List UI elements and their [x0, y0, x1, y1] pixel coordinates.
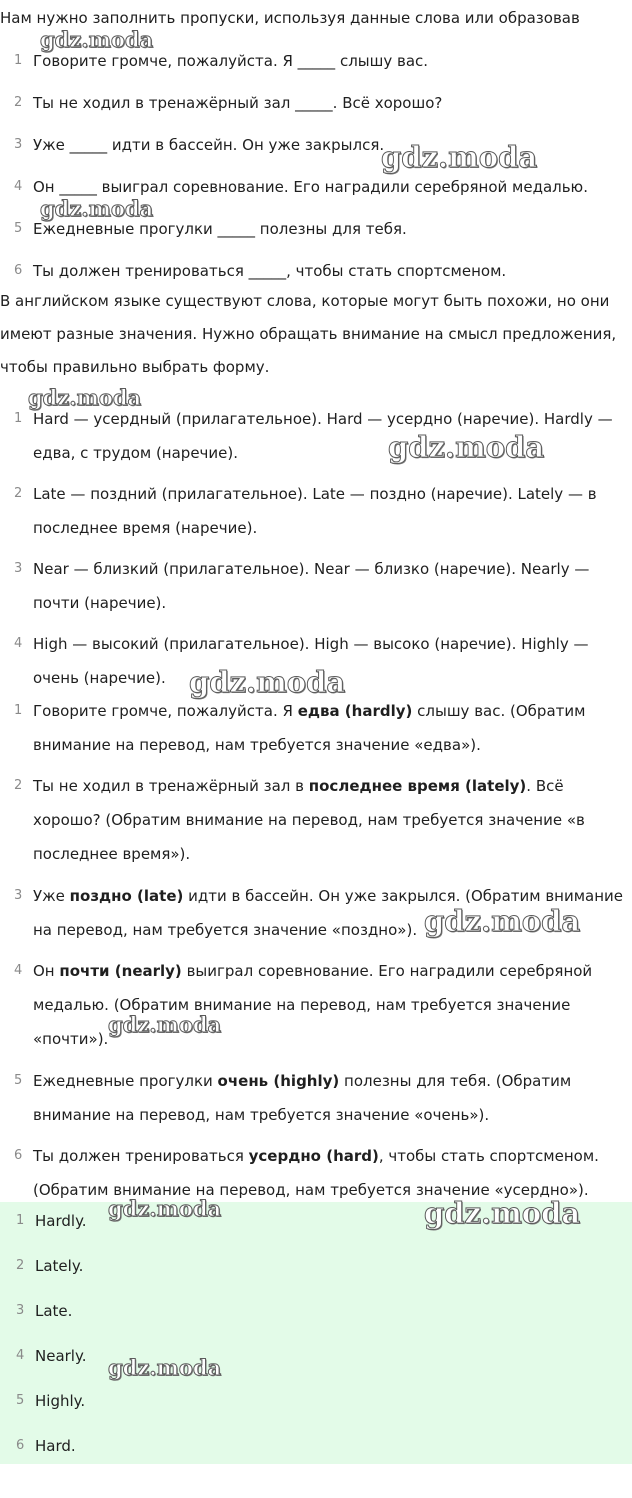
answer-text: Late.: [35, 1302, 73, 1320]
list-item: [0, 170, 632, 212]
item-number: 2: [14, 95, 23, 110]
list-item: [0, 954, 632, 1064]
answer-highlight: последнее время (lately): [308, 777, 527, 795]
watermark: gdz.moda: [28, 385, 142, 410]
watermark: gdz.moda: [40, 196, 154, 221]
item-text-before: Ежедневные прогулки: [33, 1072, 218, 1090]
list-item: [0, 1427, 632, 1472]
list-item: [0, 552, 632, 627]
word-meanings-list: [0, 402, 632, 702]
item-number: 6: [14, 263, 23, 278]
answer-highlight: почти (nearly): [59, 962, 182, 980]
item-number: 2: [16, 1258, 25, 1273]
answer-highlight: поздно (late): [69, 887, 184, 905]
watermark: gdz.moda: [108, 1355, 222, 1380]
item-number: 4: [16, 1348, 25, 1363]
watermark: gdz.moda: [108, 1196, 222, 1221]
item-text: Hard — усердный (прилагательное). Hard — усердно (наречие). Hardly — едва, с трудом (наречие).: [33, 410, 613, 462]
item-number: 2: [14, 486, 23, 501]
intro-text: Нам нужно заполнить пропуски, используя данные слова или образовав: [0, 9, 580, 27]
item-text-before: Он: [33, 962, 60, 980]
watermark: gdz.moda: [424, 1196, 581, 1230]
item-number: 3: [16, 1303, 25, 1318]
item-text: High — высокий (прилагательное). High — высоко (наречие). Highly — очень (наречие).: [33, 635, 589, 687]
answer-text: Highly.: [35, 1392, 86, 1410]
answers-box: [0, 1202, 632, 1464]
list-item: [0, 1337, 632, 1382]
item-number: 5: [14, 1073, 23, 1088]
solutions-list: [0, 694, 632, 1214]
answer-text: Nearly.: [35, 1347, 87, 1365]
list-item: [0, 627, 632, 702]
item-text-before: Ты должен тренироваться: [33, 1147, 249, 1165]
answer-text: Hardly.: [35, 1212, 87, 1230]
item-text: Late — поздний (прилагательное). Late — поздно (наречие). Lately — в последнее время (наречие).: [33, 485, 597, 537]
item-text: Уже _____ идти в бассейн. Он уже закрылся.: [33, 136, 385, 154]
answer-highlight: очень (highly): [217, 1072, 340, 1090]
watermark: gdz.moda: [424, 904, 581, 938]
item-number: 1: [14, 703, 23, 718]
item-text: Ежедневные прогулки _____ полезны для тебя.: [33, 220, 407, 238]
item-number: 2: [14, 778, 23, 793]
item-number: 6: [14, 1148, 23, 1163]
item-number: 5: [14, 221, 23, 236]
explanation-text: В английском языке существуют слова, которые могут быть похожи, но они имеют разные значения. Нужно обращать внимание на смысл предложения, чтобы правильно выбрать форму.: [0, 292, 617, 376]
item-text: Говорите громче, пожалуйста. Я _____ слышу вас.: [33, 52, 429, 70]
list-item: [0, 212, 632, 254]
exercise-list: [0, 44, 632, 296]
answer-text: Lately.: [35, 1257, 84, 1275]
list-item: [0, 1202, 632, 1247]
item-text-after: идти в бассейн. Он уже закрылся. (Обратим внимание на перевод, нам требуется значение «поздно»).: [33, 887, 624, 939]
item-text-after: . Всё хорошо? (Обратим внимание на перевод, нам требуется значение «в последнее время»).: [33, 777, 585, 863]
list-item: [0, 1064, 632, 1139]
item-number: 1: [14, 53, 23, 68]
list-item: [0, 402, 632, 477]
item-number: 6: [16, 1438, 25, 1453]
list-item: [0, 1292, 632, 1337]
item-number: 1: [14, 411, 23, 426]
item-text-before: Уже: [33, 887, 70, 905]
item-text-before: Говорите громче, пожалуйста. Я: [33, 702, 298, 720]
item-number: 3: [14, 137, 23, 152]
item-text-after: , чтобы стать спортсменом. (Обратим внимание на перевод, нам требуется значение «усердно»).: [33, 1147, 599, 1199]
item-text: Ты не ходил в тренажёрный зал _____. Всё хорошо?: [33, 94, 443, 112]
item-text-after: полезны для тебя. (Обратим внимание на перевод, нам требуется значение «очень»).: [33, 1072, 572, 1124]
list-item: [0, 1247, 632, 1292]
item-number: 3: [14, 561, 23, 576]
item-text: Near — близкий (прилагательное). Near — близко (наречие). Nearly — почти (наречие).: [33, 560, 590, 612]
item-number: 4: [14, 963, 23, 978]
list-item: [0, 769, 632, 879]
item-number: 4: [14, 179, 23, 194]
watermark: gdz.moda: [189, 665, 346, 699]
item-text-after: слышу вас. (Обратим внимание на перевод, нам требуется значение «едва»).: [33, 702, 586, 754]
watermark: gdz.moda: [40, 27, 154, 52]
watermark: gdz.moda: [388, 430, 545, 464]
item-text-after: выиграл соревнование. Его наградили серебряной медалью. (Обратим внимание на перевод, нам требуется значение «почти»).: [33, 962, 593, 1048]
watermark: gdz.moda: [108, 1012, 222, 1037]
list-item: [0, 694, 632, 769]
item-number: 3: [14, 888, 23, 903]
item-text-before: Ты не ходил в тренажёрный зал в: [33, 777, 309, 795]
item-text: Ты должен тренироваться _____, чтобы стать спортсменом.: [33, 262, 507, 280]
list-item: [0, 1382, 632, 1427]
item-number: 1: [16, 1213, 25, 1228]
answer-highlight: едва (hardly): [297, 702, 413, 720]
item-text: Он _____ выиграл соревнование. Его наградили серебряной медалью.: [33, 178, 588, 196]
watermark: gdz.moda: [381, 140, 538, 174]
list-item: [0, 879, 632, 954]
list-item: [0, 44, 632, 86]
item-number: 5: [16, 1393, 25, 1408]
answer-highlight: усердно (hard): [248, 1147, 379, 1165]
list-item: [0, 86, 632, 128]
item-number: 4: [14, 636, 23, 651]
answer-text: Hard.: [35, 1437, 76, 1455]
list-item: [0, 477, 632, 552]
list-item: [0, 128, 632, 170]
answers-list: [0, 1202, 632, 1472]
